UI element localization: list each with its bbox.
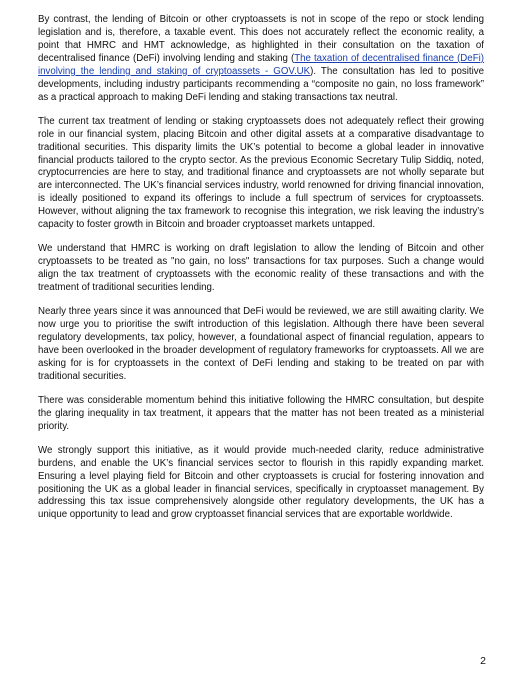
paragraph-text: ). The consultation has led to positive developments, including industry participants recommending a “composite no gain, no loss framework” as a practical approach to making DeFi lending and staking transactions tax neutral.: [38, 65, 484, 103]
paragraph-repo-lending: [38, 14, 484, 105]
paragraph-awaiting-clarity: Nearly three years since it was announced that DeFi would be reviewed, we are still awaiting clarity. We now urge you to prioritise the swift introduction of this legislation. Although there have been several regulatory developments, tax policy, however, a foundational aspect of financial regulation, appears to have been overlooked in the broader development of regulatory frameworks for cryptoassets. All we are asking for is for cryptoassets in the context of DeFi lending and staking to be treated on par with traditional securities.: [38, 306, 484, 382]
document-body: [38, 14, 484, 533]
paragraph-draft-legislation: We understand that HMRC is working on draft legislation to allow the lending of Bitcoin and other cryptoassets to be treated as "no gain, no loss" transactions for tax purposes. Such a change would align the tax treatment of cryptoassets with the economic reality of these transactions and with the treatment of traditional securities lending.: [38, 243, 484, 294]
paragraph-support: We strongly support this initiative, as it would provide much-needed clarity, reduce administrative burdens, and enable the UK’s financial services sector to flourish in this rapidly expanding market. Ensuring a level playing field for Bitcoin and other cryptoassets is crucial for fostering innovation and positioning the UK as a global leader in financial services, specifically in cryptoasset management. By addressing this tax issue comprehensively alongside other regulatory developments, the UK has a unique opportunity to lead and grow cryptoasset financial services that are exportable worldwide.: [38, 444, 484, 521]
paragraph-text: By contrast, the lending of Bitcoin or other cryptoassets is not in scope of the repo or stock lending legislation and is, therefore, a taxable event. This does not accurately reflect the economic reality, a point that HMRC and HMT acknowledge, as highlighted in their consultation on the taxation of decentralised finance (DeFi) involving lending and staking (: [38, 14, 484, 64]
govuk-consultation-link[interactable]: The taxation of decentralised finance (DeFi) involving the lending and staking of cryptoassets - GOV.UK: [38, 52, 484, 77]
paragraph-momentum: There was considerable momentum behind this initiative following the HMRC consultation, but despite the glaring inequality in tax treatment, it appears that the matter has not been treated as a ministerial priority.: [38, 394, 484, 432]
page-number: 2: [480, 655, 486, 667]
paragraph-tax-treatment: The current tax treatment of lending or staking cryptoassets does not adequately reflect their growing role in our financial system, placing Bitcoin and other digital assets at a comparative disadvantage to traditional securities. This disparity limits the UK’s potential to become a global leader in innovative financial products tailored to the crypto sector. As the previous Economic Secretary Tulip Siddiq, noted, cryptocurrencies are here to stay, and traditional finance and cryptoassets are not wholly separate but are interconnected. The UK’s financial services industry, world renowned for driving financial innovation, is ideally positioned to expand its offerings to include a full spectrum of services for cryptoassets. However, without aligning the tax framework to recognise this integration, we risk leaving the industry’s capacity to foster growth in Bitcoin and broader cryptoasset markets untapped.: [38, 115, 484, 231]
